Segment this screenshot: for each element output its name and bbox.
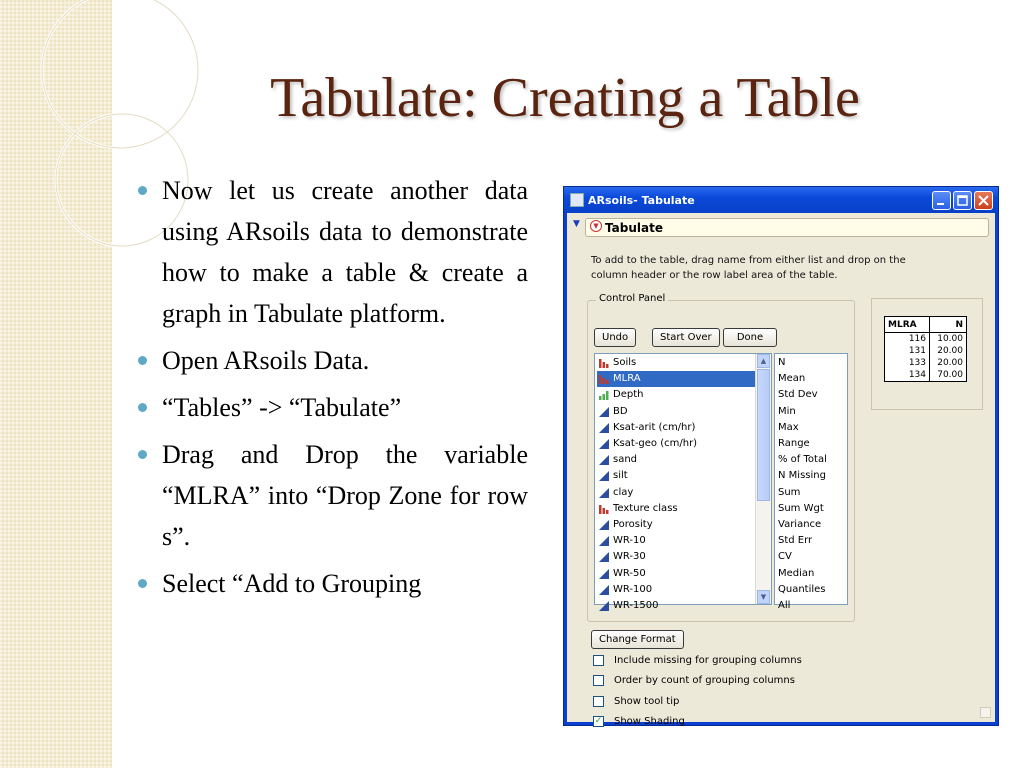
column-item-label: Texture class — [613, 502, 678, 514]
statistic-item[interactable]: All — [778, 600, 791, 611]
column-item[interactable] — [597, 468, 757, 484]
column-list[interactable] — [594, 353, 772, 611]
continuous-triangle-icon — [599, 423, 609, 433]
statistic-item[interactable]: Sum — [778, 486, 801, 498]
continuous-triangle-icon — [599, 471, 609, 481]
column-item[interactable] — [597, 436, 757, 452]
column-item-label: WR-100 — [613, 583, 653, 595]
result-table[interactable] — [884, 316, 967, 382]
column-item[interactable] — [597, 404, 757, 420]
undo-button[interactable]: Undo — [594, 328, 636, 347]
column-item-label: Depth — [613, 389, 644, 401]
continuous-triangle-icon — [599, 520, 609, 530]
statistic-item[interactable]: Quantiles — [778, 583, 826, 595]
column-item-label: Ksat-geo (cm/hr) — [613, 438, 698, 449]
checkbox-label: Show tool tip — [614, 695, 680, 707]
nominal-bar-icon — [599, 374, 609, 384]
statistic-item[interactable]: N Missing — [778, 470, 826, 482]
continuous-triangle-icon — [599, 488, 609, 498]
continuous-triangle-icon — [599, 569, 609, 579]
table-row — [885, 333, 967, 346]
checkbox[interactable] — [593, 675, 604, 686]
statistics-list[interactable] — [774, 353, 848, 611]
minimize-button[interactable] — [932, 191, 951, 210]
resize-grip[interactable] — [980, 707, 991, 718]
outline-title: Tabulate — [605, 221, 663, 235]
table-header-n[interactable]: N — [930, 317, 967, 333]
table-cell: 70.00 — [930, 369, 967, 382]
bullet-item: Now let us create another data using ARsoils data to demonstrate how to make a table & create a graph in Tabulate platform. — [136, 170, 528, 334]
continuous-triangle-icon — [599, 552, 609, 562]
nominal-bar-icon — [599, 358, 609, 368]
table-cell: 134 — [885, 369, 930, 382]
table-cell: 133 — [885, 357, 930, 369]
tabulate-window — [563, 186, 999, 726]
column-item[interactable] — [597, 371, 757, 387]
table-cell: 20.00 — [930, 345, 967, 357]
checkbox[interactable]: ✓ — [594, 715, 603, 726]
maximize-button[interactable] — [953, 191, 972, 210]
table-cell: 116 — [885, 333, 930, 346]
column-item-label: WR-30 — [613, 551, 646, 563]
bullet-item: Drag and Drop the variable “MLRA” into “Drop Zone for row s”. — [136, 434, 528, 557]
control-panel — [587, 293, 855, 622]
column-item[interactable] — [597, 566, 757, 582]
column-item-label: BD — [613, 405, 628, 417]
table-cell: 20.00 — [930, 357, 967, 369]
decorative-strip — [0, 0, 112, 768]
checkbox-label: Show Shading — [614, 715, 685, 727]
statistic-item[interactable]: Range — [778, 438, 810, 449]
table-result-panel — [871, 298, 983, 410]
statistic-item[interactable]: Mean — [778, 373, 806, 385]
column-item[interactable] — [597, 420, 757, 436]
statistic-item[interactable]: Variance — [778, 519, 822, 530]
bullet-list — [136, 170, 528, 610]
table-row — [885, 369, 967, 382]
ordinal-bar-icon — [599, 390, 609, 400]
statistic-item[interactable]: Min — [778, 405, 796, 417]
column-item-label: Ksat-arit (cm/hr) — [613, 421, 696, 433]
column-item-label: WR-50 — [613, 567, 646, 579]
start-over-button[interactable]: Start Over — [652, 328, 720, 347]
continuous-triangle-icon — [599, 601, 609, 611]
table-row — [885, 357, 967, 369]
continuous-triangle-icon — [599, 585, 609, 595]
statistic-item[interactable]: Median — [778, 567, 815, 579]
statistic-item[interactable]: N — [778, 357, 786, 368]
statistic-item[interactable]: Std Dev — [778, 389, 818, 401]
scroll-thumb[interactable] — [757, 369, 770, 501]
table-app-icon — [570, 193, 584, 207]
column-item[interactable] — [597, 501, 757, 517]
table-cell: 10.00 — [930, 333, 967, 346]
red-triangle-menu-icon[interactable]: ▼ — [590, 220, 602, 232]
column-item[interactable] — [597, 517, 757, 533]
control-panel-label: Control Panel — [596, 293, 668, 304]
bullet-item: Select “Add to Grouping — [136, 563, 528, 604]
column-item-label: silt — [613, 470, 628, 482]
column-item[interactable] — [597, 582, 757, 598]
column-item[interactable] — [597, 598, 757, 614]
column-item-label: MLRA — [613, 373, 641, 385]
continuous-triangle-icon — [599, 407, 609, 417]
maximize-icon — [954, 192, 971, 209]
window-titlebar[interactable] — [564, 187, 998, 213]
nominal-bar-icon — [599, 504, 609, 514]
checkbox[interactable] — [593, 655, 604, 666]
column-list-scrollbar[interactable] — [755, 354, 771, 604]
column-item[interactable] — [597, 533, 757, 549]
bullet-item: Open ARsoils Data. — [136, 340, 528, 381]
window-title: ARsoils- Tabulate — [588, 194, 695, 207]
scroll-up-icon[interactable]: ▲ — [757, 354, 770, 368]
done-button[interactable]: Done — [723, 328, 777, 347]
statistic-item[interactable]: Max — [778, 421, 799, 433]
window-client — [567, 213, 995, 727]
table-row — [885, 345, 967, 357]
continuous-triangle-icon — [599, 439, 609, 449]
scroll-down-icon[interactable]: ▼ — [757, 590, 770, 604]
column-item-label: Soils — [613, 357, 637, 368]
column-item[interactable] — [597, 452, 757, 468]
column-item-label: Porosity — [613, 519, 653, 530]
statistic-item[interactable]: Std Err — [778, 535, 813, 547]
continuous-triangle-icon — [599, 455, 609, 465]
outline-title-bar[interactable] — [585, 218, 989, 237]
bullet-item: “Tables” -> “Tabulate” — [136, 387, 528, 428]
disclosure-triangle-icon[interactable]: ▼ — [573, 219, 580, 229]
column-item[interactable] — [597, 485, 757, 501]
checkbox-label: Order by count of grouping columns — [614, 675, 795, 687]
instructions-text: To add to the table, drag name from either list and drop on the column header or the row label area of the table. — [591, 255, 906, 281]
statistic-item[interactable]: CV — [778, 551, 792, 563]
table-cell: 131 — [885, 345, 930, 357]
column-item-label: WR-10 — [613, 535, 646, 547]
column-item[interactable] — [597, 387, 757, 403]
column-item[interactable] — [597, 355, 757, 371]
continuous-triangle-icon — [599, 536, 609, 546]
checkbox[interactable] — [593, 696, 604, 707]
column-item[interactable] — [597, 549, 757, 565]
column-item-label: sand — [613, 454, 638, 466]
column-item-label: clay — [613, 486, 634, 498]
column-item-label: WR-1500 — [613, 600, 659, 611]
change-format-button[interactable]: Change Format — [591, 630, 684, 649]
table-header-mlra[interactable]: MLRA — [885, 317, 930, 333]
statistic-item[interactable]: % of Total — [778, 454, 827, 466]
slide-title: Tabulate: Creating a Table — [270, 67, 860, 129]
statistic-item[interactable]: Sum Wgt — [778, 502, 824, 514]
minimize-icon — [933, 192, 950, 209]
close-icon — [975, 192, 992, 209]
checkbox-label: Include missing for grouping columns — [614, 655, 802, 666]
close-button[interactable] — [974, 191, 993, 210]
